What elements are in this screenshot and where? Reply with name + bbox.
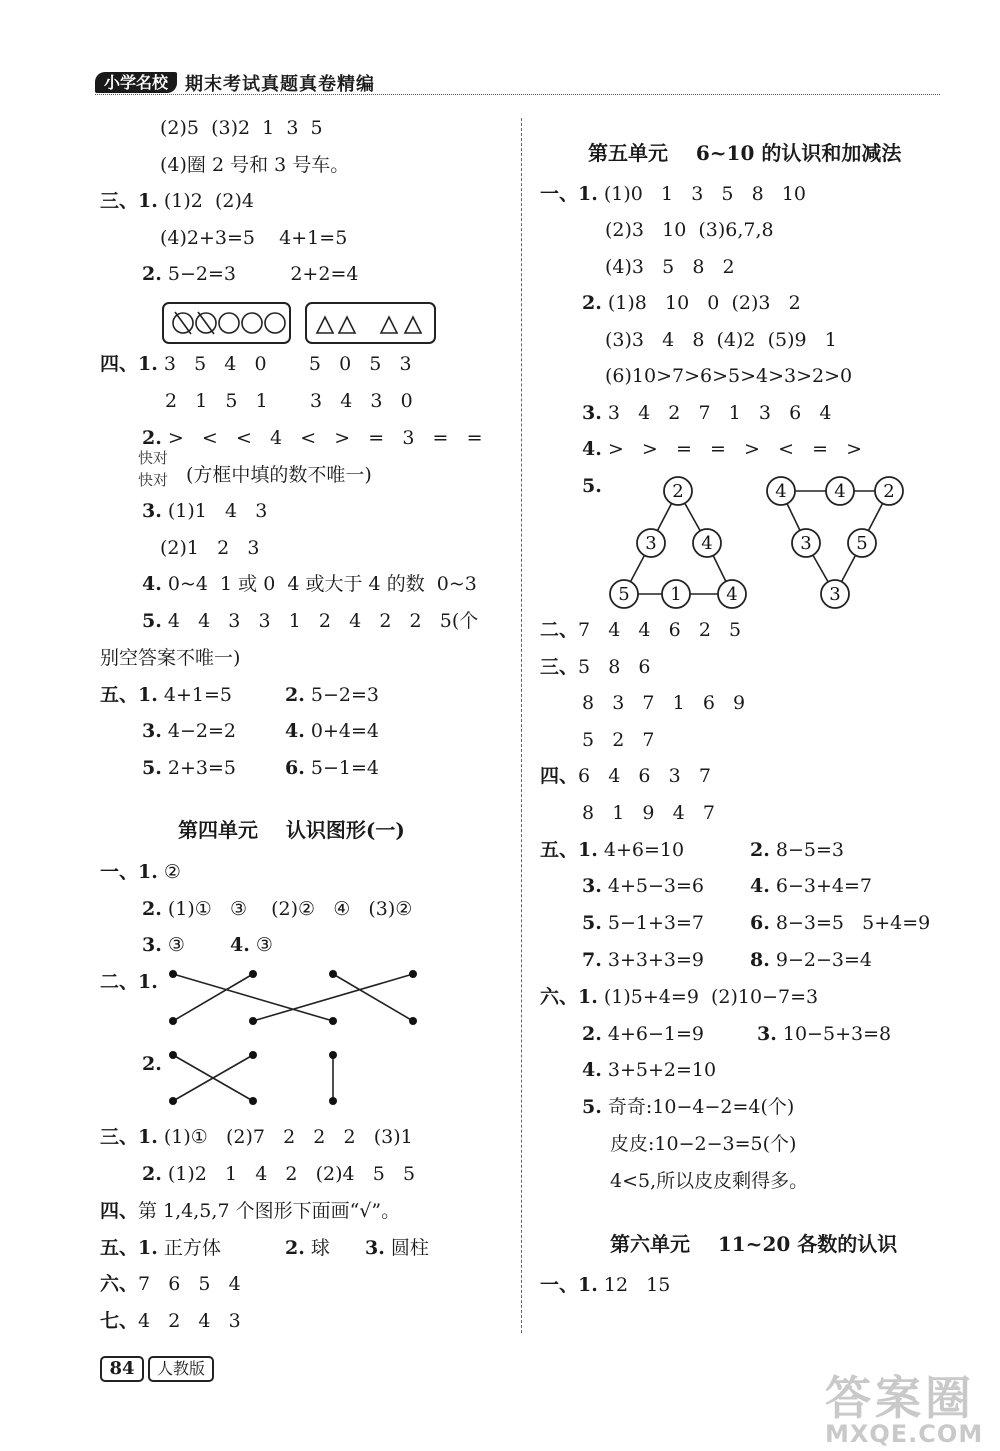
node-value: 3 (829, 584, 841, 605)
answer-text: (1)2 (2)4 (157, 190, 254, 212)
question-label: 4. (582, 1059, 602, 1081)
answer-text: 正方体 (157, 1237, 221, 1259)
answer-line (540, 655, 651, 679)
answer-text: 第 1,4,5,7 个图形下面画“√”。 (138, 1200, 401, 1222)
watermark-logo: 答案圈 (825, 1371, 975, 1425)
answer-line: (方框中填的数不唯一) (186, 464, 372, 486)
answer-line (540, 764, 711, 788)
question-label: 4. (142, 573, 162, 595)
question-label: 二、1. (100, 971, 158, 993)
answer-line (582, 1022, 704, 1046)
answer-text: 4+6=10 (597, 839, 685, 861)
question-label: 2. (750, 839, 770, 861)
node-value: 3 (800, 533, 812, 554)
page-number: 84 (100, 1356, 144, 1382)
question-label: 三、1. (100, 190, 158, 212)
node-value: 5 (856, 533, 868, 554)
series-logo: 小学名校 (95, 72, 177, 93)
answer-text: 3+5+2=10 (601, 1059, 717, 1081)
answer-line: 皮皮:10−2−3=5(个) (610, 1133, 797, 1155)
question-label: 3. (582, 875, 602, 897)
question-label: 5. (582, 912, 602, 934)
answer-line: (6)10>7>6>5>4>3>2>0 (605, 365, 853, 387)
node-value: 4 (701, 533, 713, 554)
answer-text: > < < 4 < > = 3 = = (161, 427, 483, 449)
answer-text: (1)1 4 3 (161, 500, 268, 522)
answer-line (750, 911, 930, 935)
node-value: 4 (834, 481, 846, 502)
unit-heading: 第六单元 11~20 各数的认识 (610, 1232, 898, 1256)
answer-line: (2)3 10 (3)6,7,8 (605, 219, 774, 241)
answer-text: 7 6 5 4 (138, 1273, 241, 1295)
answer-line (757, 1022, 891, 1046)
question-label: 七、 (100, 1310, 139, 1332)
answer-line (582, 911, 704, 935)
answer-line (540, 838, 684, 862)
question-label: 一、1. (540, 1274, 598, 1296)
answer-text: (1)0 1 3 5 8 10 (597, 183, 807, 205)
answer-text: 3+3+3=9 (601, 949, 704, 971)
question-label: 3. (142, 720, 162, 742)
question-label: 3. (142, 500, 162, 522)
question-label: 四、1. (100, 353, 158, 375)
unit-heading: 第五单元 6~10 的认识和加减法 (588, 141, 902, 165)
question-label: 三、 (540, 656, 579, 678)
answer-text: 2+3=5 (161, 757, 236, 779)
question-label: 六、1. (540, 986, 598, 1008)
question-label: 2. (285, 684, 305, 706)
question-label: 4. (750, 875, 770, 897)
answer-line (582, 948, 704, 972)
book-title: 期末考试真题真卷精编 (185, 74, 375, 95)
answer-line: 4<5,所以皮皮剩得多。 (610, 1170, 809, 1192)
question-label: 2. (582, 292, 602, 314)
answer-line (540, 985, 818, 1009)
question-label: 五、1. (100, 684, 158, 706)
question-label: 6. (750, 912, 770, 934)
unit-heading: 第四单元 认识图形(一) (178, 818, 405, 842)
question-label: 2. (142, 263, 162, 285)
answer-text: 8−5=3 (769, 839, 844, 861)
answer-text: (1)① (2)7 2 2 2 (3)1 (157, 1126, 413, 1148)
handwritten-note: 快对 (138, 449, 169, 467)
question-label: 4. (285, 720, 305, 742)
answer-line (750, 838, 844, 862)
question-label: 4. (582, 438, 602, 460)
question-label: 5. (582, 475, 602, 497)
answer-text: (1)2 1 4 2 (2)4 5 5 (161, 1163, 416, 1185)
answer-text: (1)8 10 0 (2)3 2 (601, 292, 801, 314)
answer-text: (1)① ③ (2)② ④ (3)② (161, 898, 413, 920)
answer-line: (4)3 5 8 2 (605, 256, 735, 278)
question-label: 8. (750, 949, 770, 971)
question-label: 3. (757, 1023, 777, 1045)
question-label: 二、 (540, 619, 579, 641)
answer-text: 4+6−1=9 (601, 1023, 704, 1045)
answer-text: > > = = > < = > (601, 438, 863, 460)
answer-text: 9−2−3=4 (769, 949, 872, 971)
question-label: 2. (142, 898, 162, 920)
answer-line: 8 1 9 4 7 (582, 802, 715, 824)
answer-line: (2)5 (3)2 1 3 5 (160, 117, 323, 139)
question-label: 一、1. (100, 861, 158, 883)
question-label: 五、1. (100, 1237, 158, 1259)
watermark (825, 1362, 983, 1448)
edition-badge: 人教版 (148, 1356, 214, 1382)
question-label: 5. (142, 610, 162, 632)
question-label: 7. (582, 949, 602, 971)
answer-line (540, 1273, 670, 1297)
node-value: 4 (775, 481, 787, 502)
answer-line: (4)2+3=5 4+1=5 (160, 227, 348, 249)
answer-text: 奇奇:10−4−2=4(个) (601, 1096, 795, 1118)
answer-text: 4−2=2 (161, 720, 236, 742)
answer-text: 5−2=3 (304, 684, 379, 706)
node-value: 2 (672, 481, 684, 502)
answer-text: 球 (304, 1237, 330, 1259)
node-value: 5 (618, 584, 630, 605)
answer-line (582, 1058, 716, 1082)
question-label: 四、 (540, 765, 579, 787)
question-label: 6. (285, 757, 305, 779)
node-value: 2 (883, 481, 895, 502)
question-label: 2. (142, 427, 162, 449)
question-label: 4. (230, 934, 250, 956)
answer-text: 8−3=5 5+4=9 (769, 912, 931, 934)
answer-text: 0+4=4 (304, 720, 379, 742)
answer-text: 5−1=4 (304, 757, 379, 779)
answer-text: 5 8 6 (578, 656, 651, 678)
answer-line (582, 874, 704, 898)
answer-line: (3)3 4 8 (4)2 (5)9 1 (605, 329, 837, 351)
answer-text: 4 2 4 3 (138, 1310, 241, 1332)
question-label: 5. (582, 1096, 602, 1118)
answer-line: (4)圈 2 号和 3 号车。 (160, 154, 350, 176)
handwritten-note: 快对 (138, 471, 169, 489)
answer-line: 8 3 7 1 6 9 (582, 692, 746, 714)
question-label: 一、1. (540, 183, 598, 205)
node-value: 3 (645, 533, 657, 554)
answer-text: 5−2=3 2+2=4 (161, 263, 359, 285)
answer-text: 5−1+3=7 (601, 912, 704, 934)
answer-text: 12 15 (597, 1274, 671, 1296)
answer-text: (1)5+4=9 (2)10−7=3 (597, 986, 819, 1008)
answer-text: 3 4 2 7 1 3 6 4 (601, 402, 832, 424)
answer-text: 4 4 3 3 1 2 4 2 2 5(个 (161, 610, 479, 632)
question-label: 2. (582, 1023, 602, 1045)
answer-text: 6−3+4=7 (769, 875, 872, 897)
answer-text: 7 4 4 6 2 5 (578, 619, 742, 641)
answer-text: 圆柱 (384, 1237, 429, 1259)
question-label: 3. (365, 1237, 385, 1259)
question-label: 3. (142, 934, 162, 956)
answer-text: ② (157, 861, 181, 883)
question-label: 六、 (100, 1273, 139, 1295)
answer-text: 4+1=5 (157, 684, 232, 706)
answer-text: ③ (161, 934, 185, 956)
answer-text: 6 4 6 3 7 (578, 765, 711, 787)
question-label: 四、 (100, 1200, 139, 1222)
question-label: 五、1. (540, 839, 598, 861)
question-label: 2. (142, 1163, 162, 1185)
question-label: 2. (142, 1053, 162, 1075)
question-label: 2. (285, 1237, 305, 1259)
answer-line: 5 2 7 (582, 729, 655, 751)
node-value: 1 (670, 584, 682, 605)
question-label: 三、1. (100, 1126, 158, 1148)
question-label: 3. (582, 402, 602, 424)
question-label: 5. (142, 757, 162, 779)
node-value: 4 (726, 584, 738, 605)
answer-line (582, 1095, 794, 1119)
answer-line (750, 874, 872, 898)
answer-line (750, 948, 872, 972)
answer-text: 4+5−3=6 (601, 875, 704, 897)
answer-line: (2)1 2 3 (160, 537, 260, 559)
answer-line: 别空答案不唯一) (100, 647, 241, 669)
answer-line: 2 1 5 1 3 4 3 0 (165, 390, 413, 412)
answer-line (540, 618, 741, 642)
answer-text: 10−5+3=8 (776, 1023, 892, 1045)
watermark-url: MXQE.COM (825, 1420, 984, 1448)
answer-text: 3 5 4 0 5 0 5 3 (157, 353, 412, 375)
answer-text: 0~4 1 或 0 4 或大于 4 的数 0~3 (161, 573, 477, 595)
answer-text: ③ (249, 934, 273, 956)
